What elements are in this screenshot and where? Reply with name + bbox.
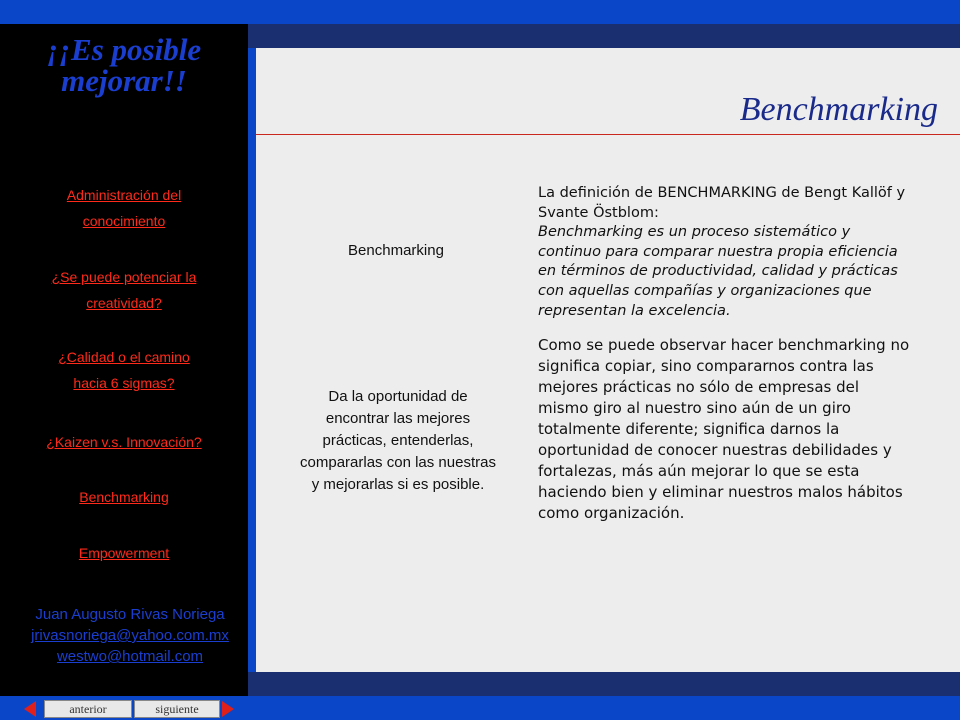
author-email-link[interactable]: jrivasnoriega@yahoo.com.mx xyxy=(31,627,229,644)
top-bar xyxy=(0,0,960,24)
author-block xyxy=(0,604,260,667)
site-title: ¡¡Es posible mejorar!! xyxy=(46,32,202,98)
nav-item-kaizen[interactable]: ¿Kaizen v.s. Innovación? xyxy=(46,434,202,450)
definition-quote: Benchmarking es un proceso sistemático y continuo para comparar nuestra propia eficiencia en términos de productividad, calidad y prácticas con aquellas compañías y organizaciones que representan la excelencia. xyxy=(538,224,898,319)
nav-item-line: conocimiento xyxy=(82,213,166,229)
section-heading: Benchmarking xyxy=(348,242,444,259)
nav-item-line: ¿Se puede potenciar la xyxy=(51,269,197,285)
footer-strip xyxy=(248,672,960,696)
nav-item-line: ¿Calidad o el camino xyxy=(58,349,190,365)
next-arrow-icon[interactable] xyxy=(222,701,234,717)
title-divider xyxy=(256,134,960,135)
header-strip xyxy=(248,24,960,48)
nav-item-creatividad[interactable] xyxy=(0,264,248,316)
body-paragraph: Como se puede observar hacer benchmarking no significa copiar, sino compararnos contra las mejores prácticas no sólo de empresas del mismo giro al nuestro sino aún de un giro totalmente diferente; significa darnos la oportunidad de conocer nuestras debilidades y fortalezas, más aún mejorar lo que se esta haciendo bien y eliminar nuestros malos hábitos como organización. xyxy=(538,336,910,523)
nav-item-administracion[interactable] xyxy=(0,182,248,234)
nav-item-empowerment[interactable]: Empowerment xyxy=(78,545,170,561)
next-button[interactable]: siguiente xyxy=(134,700,220,718)
section-description: Da la oportunidad de encontrar las mejores prácticas, entenderlas, compararlas con las nuestras y mejorarlas si es posible. xyxy=(300,388,496,493)
definition-intro: La definición de BENCHMARKING de Bengt Kallöf y Svante Östblom: xyxy=(538,185,906,221)
nav-item-line: hacia 6 sigmas? xyxy=(73,375,175,391)
nav-item-line: Administración del xyxy=(66,187,182,203)
nav-item-benchmarking[interactable]: Benchmarking xyxy=(79,489,169,505)
prev-arrow-icon[interactable] xyxy=(24,701,36,717)
prev-button[interactable]: anterior xyxy=(44,700,132,718)
nav-item-calidad[interactable] xyxy=(0,344,248,396)
definition-text xyxy=(538,184,910,524)
nav-item-line: creatividad? xyxy=(86,295,162,311)
page-title: Benchmarking xyxy=(739,91,938,128)
author-name: Juan Augusto Rivas Noriega xyxy=(35,606,225,623)
author-email-link[interactable]: westwo@hotmail.com xyxy=(56,648,204,665)
